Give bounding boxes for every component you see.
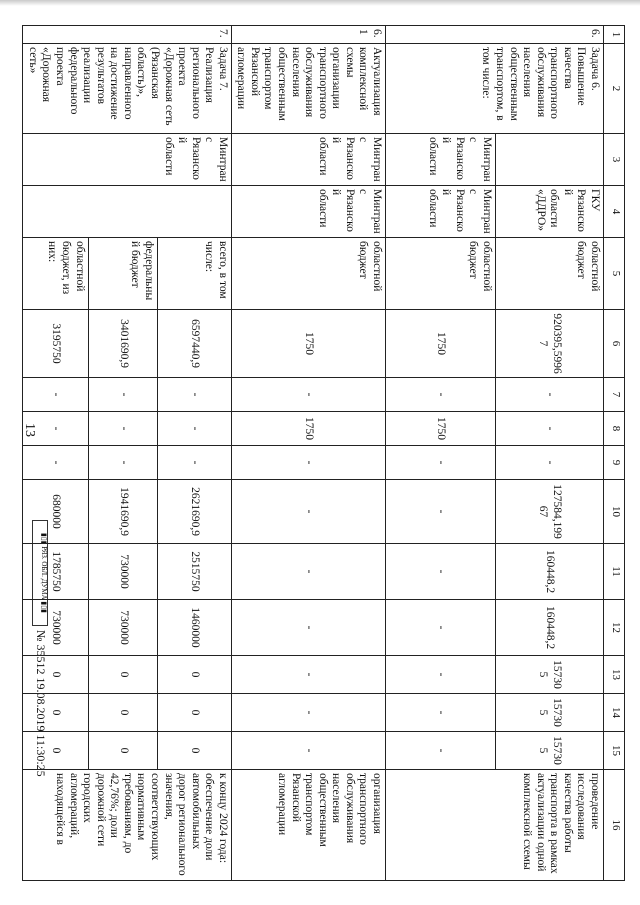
- value-cell: 2621690,9: [158, 480, 232, 544]
- value-cell: -: [88, 446, 157, 480]
- value-cell: -: [23, 446, 88, 480]
- value-cell: -: [158, 446, 232, 480]
- value-cell: 0: [158, 694, 232, 732]
- funding-source: областной бюджет: [386, 238, 496, 310]
- table-row: [158, 26, 232, 881]
- value-cell: 157305: [496, 732, 604, 770]
- duma-logo: ▮▯▮ РЯЗ. ОБЛ. ДУМА ▮▯▮: [32, 520, 48, 626]
- value-cell: 127584,19967: [496, 480, 604, 544]
- header-cell: 9: [604, 446, 625, 480]
- value-cell: 1750: [386, 310, 496, 378]
- value-cell: -: [386, 600, 496, 656]
- value-cell: 1750: [386, 412, 496, 446]
- value-cell: -: [496, 446, 604, 480]
- funding-source: областной бюджет, из них:: [23, 238, 88, 310]
- value-cell: -: [231, 656, 385, 694]
- value-cell: 157305: [496, 656, 604, 694]
- value-cell: 1460000: [158, 600, 232, 656]
- funding-source: областной бюджет: [231, 238, 385, 310]
- value-cell: 730000: [88, 600, 157, 656]
- value-cell: -: [231, 732, 385, 770]
- result-text: организация транспортного обслуживания населения общественным транспортом Рязанской агломерации: [231, 770, 385, 881]
- task-text: Задача 6. Повышение качества транспортного обслуживания населения общественным транспортом, в том числе:: [386, 44, 604, 134]
- value-cell: -: [231, 600, 385, 656]
- header-cell: 3: [604, 134, 625, 186]
- value-cell: -: [386, 732, 496, 770]
- value-cell: 0: [88, 732, 157, 770]
- coexecutor-cell: [23, 186, 231, 238]
- header-cell: 14: [604, 694, 625, 732]
- table-row: [496, 26, 604, 881]
- header-cell: 11: [604, 544, 625, 600]
- value-cell: -: [88, 378, 157, 412]
- value-cell: -: [231, 694, 385, 732]
- task-text: Актуализация комплексной схемы организации транспортного обслуживания населения общественным транспортом Рязанской агломерации: [231, 44, 385, 134]
- header-cell: 15: [604, 732, 625, 770]
- value-cell: 0: [158, 732, 232, 770]
- value-cell: -: [386, 446, 496, 480]
- value-cell: -: [231, 544, 385, 600]
- value-cell: 1750: [231, 310, 385, 378]
- value-cell: 0: [158, 656, 232, 694]
- result-text: проведение исследования качества работы транспорта в рамках актуализации одной комплексной схемы: [386, 770, 604, 881]
- header-cell: 1: [604, 26, 625, 44]
- value-cell: 157305: [496, 694, 604, 732]
- header-cell: 12: [604, 600, 625, 656]
- value-cell: 920395,59967: [496, 310, 604, 378]
- coexecutor-cell: Минтранс Рязанской области: [386, 186, 496, 238]
- value-cell: 680000: [23, 480, 88, 544]
- coexecutor-cell: ГКУ Рязанской области «ДДРО»: [496, 186, 604, 238]
- value-cell: -: [386, 480, 496, 544]
- page-number: 13: [22, 423, 37, 437]
- value-cell: -: [386, 694, 496, 732]
- value-cell: 160448,2: [496, 600, 604, 656]
- funding-source: федеральный бюджет: [88, 238, 157, 310]
- executor-cell: Минтранс Рязанской области: [231, 134, 385, 186]
- value-cell: 0: [88, 694, 157, 732]
- value-cell: -: [231, 446, 385, 480]
- value-cell: -: [386, 378, 496, 412]
- task-text: Задача 7. Реализация регионального проекта «Дорожная сеть (Рязанская область)», направленного на достижение результатов реализации федерального проекта «Дорожная сеть»: [23, 44, 231, 134]
- row-number: 7.: [23, 26, 231, 44]
- value-cell: 0: [23, 656, 88, 694]
- header-row: [604, 26, 625, 881]
- table-row: [386, 26, 496, 881]
- header-cell: 8: [604, 412, 625, 446]
- executor-cell: Минтранс Рязанской области: [386, 134, 496, 186]
- value-cell: 0: [23, 694, 88, 732]
- executor-cell: Минтранс Рязанской области: [23, 134, 231, 186]
- value-cell: 6597440,9: [158, 310, 232, 378]
- coexecutor-cell: Минтранс Рязанской области: [231, 186, 385, 238]
- value-cell: 0: [23, 732, 88, 770]
- registration-stamp: № 35512 19.08.2019 11:30:25: [34, 630, 48, 777]
- value-cell: 730000: [23, 600, 88, 656]
- funding-source: областной бюджет: [496, 238, 604, 310]
- header-cell: 7: [604, 378, 625, 412]
- value-cell: 730000: [88, 544, 157, 600]
- funding-source: всего, в том числе:: [158, 238, 232, 310]
- value-cell: 1941690,9: [88, 480, 157, 544]
- row-number: 6.1: [231, 26, 385, 44]
- value-cell: -: [231, 480, 385, 544]
- row-number: 6.: [386, 26, 604, 44]
- header-cell: 10: [604, 480, 625, 544]
- value-cell: 160448,2: [496, 544, 604, 600]
- value-cell: 1750: [231, 412, 385, 446]
- value-cell: 2515750: [158, 544, 232, 600]
- value-cell: -: [496, 412, 604, 446]
- header-cell: 4: [604, 186, 625, 238]
- program-table: [22, 25, 625, 881]
- header-cell: 2: [604, 44, 625, 134]
- table-row: [231, 26, 385, 881]
- header-cell: 5: [604, 238, 625, 310]
- value-cell: -: [23, 378, 88, 412]
- value-cell: 1785750: [23, 544, 88, 600]
- value-cell: -: [231, 378, 385, 412]
- value-cell: -: [386, 544, 496, 600]
- value-cell: -: [23, 412, 88, 446]
- value-cell: -: [158, 412, 232, 446]
- value-cell: 0: [88, 656, 157, 694]
- executor-cell: [496, 134, 604, 186]
- header-cell: 16: [604, 770, 625, 881]
- value-cell: -: [496, 378, 604, 412]
- value-cell: -: [158, 378, 232, 412]
- value-cell: 3401690,9: [88, 310, 157, 378]
- value-cell: -: [88, 412, 157, 446]
- value-cell: -: [386, 656, 496, 694]
- result-text: к концу 2024 года: обеспечение доли автомобильных дорог регионального значения, соответствующих нормативным требованиям, до 42,76%; доли дорожной сети городских агломераций, находящейся в: [23, 770, 231, 881]
- header-cell: 13: [604, 656, 625, 694]
- header-cell: 6: [604, 310, 625, 378]
- value-cell: 3195750: [23, 310, 88, 378]
